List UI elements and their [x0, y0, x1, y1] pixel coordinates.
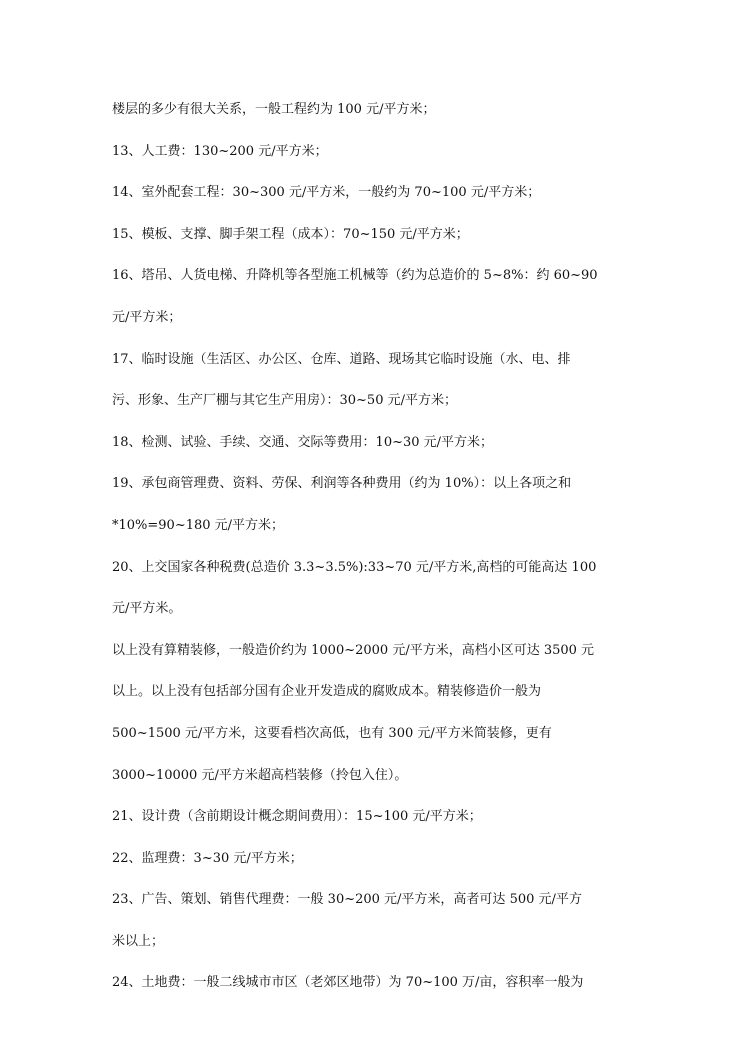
text-line: 21、设计费（含前期设计概念期间费用）：15~100 元/平方米；	[112, 809, 482, 825]
text-line: 以上。以上没有包括部分国有企业开发造成的腐败成本。精装修造价一般为	[112, 684, 542, 700]
text-line: 19、承包商管理费、资料、劳保、利润等各种费用（约为 10%）：以上各项之和	[112, 476, 572, 492]
text-line: 16、塔吊、人货电梯、升降机等各型施工机械等（约为总造价的 5~8%：约 60~90	[112, 268, 598, 284]
text-line: 楼层的多少有很大关系，一般工程约为 100 元/平方米；	[112, 102, 436, 117]
text-line: 22、监理费：3~30 元/平方米；	[112, 850, 303, 866]
text-line: 20、上交国家各种税费(总造价 3.3~3.5%):33~70 元/平方米,高档的可能高达 100	[112, 559, 597, 575]
text-line: 元/平方米；	[112, 309, 182, 325]
text-line: 500~1500 元/平方米，这要看档次高低，也有 300 元/平方米简装修，更有	[112, 725, 552, 741]
text-line: 以上没有算精装修，一般造价约为 1000~2000 元/平方米，高档小区可达 3500 元	[112, 642, 595, 658]
text-line: 23、广告、策划、销售代理费：一般 30~200 元/平方米，高者可达 500 元/平方	[112, 892, 582, 908]
text-line: 污、形象、生产厂棚与其它生产用房）：30~50 元/平方米；	[112, 393, 457, 409]
text-line: *10%=90~180 元/平方米；	[112, 517, 285, 533]
text-line: 3000~10000 元/平方米超高档装修（拎包入住）。	[112, 767, 408, 783]
text-line: 米以上；	[112, 933, 165, 949]
text-line: 13、人工费：130~200 元/平方米；	[112, 143, 328, 159]
text-line: 18、检测、试验、手续、交通、交际等费用：10~30 元/平方米；	[112, 434, 494, 450]
text-line: 元/平方米。	[112, 601, 182, 617]
text-line: 14、室外配套工程：30~300 元/平方米，一般约为 70~100 元/平方米；	[112, 185, 541, 201]
text-line: 24、土地费：一般二线城市市区（老郊区地带）为 70~100 万/亩，容积率一般为	[112, 975, 584, 991]
text-line: 17、临时设施（生活区、办公区、仓库、道路、现场其它临时设施（水、电、排	[112, 351, 571, 367]
text-line: 15、模板、支撑、脚手架工程（成本）：70~150 元/平方米；	[112, 226, 469, 242]
document-body	[112, 97, 638, 1012]
